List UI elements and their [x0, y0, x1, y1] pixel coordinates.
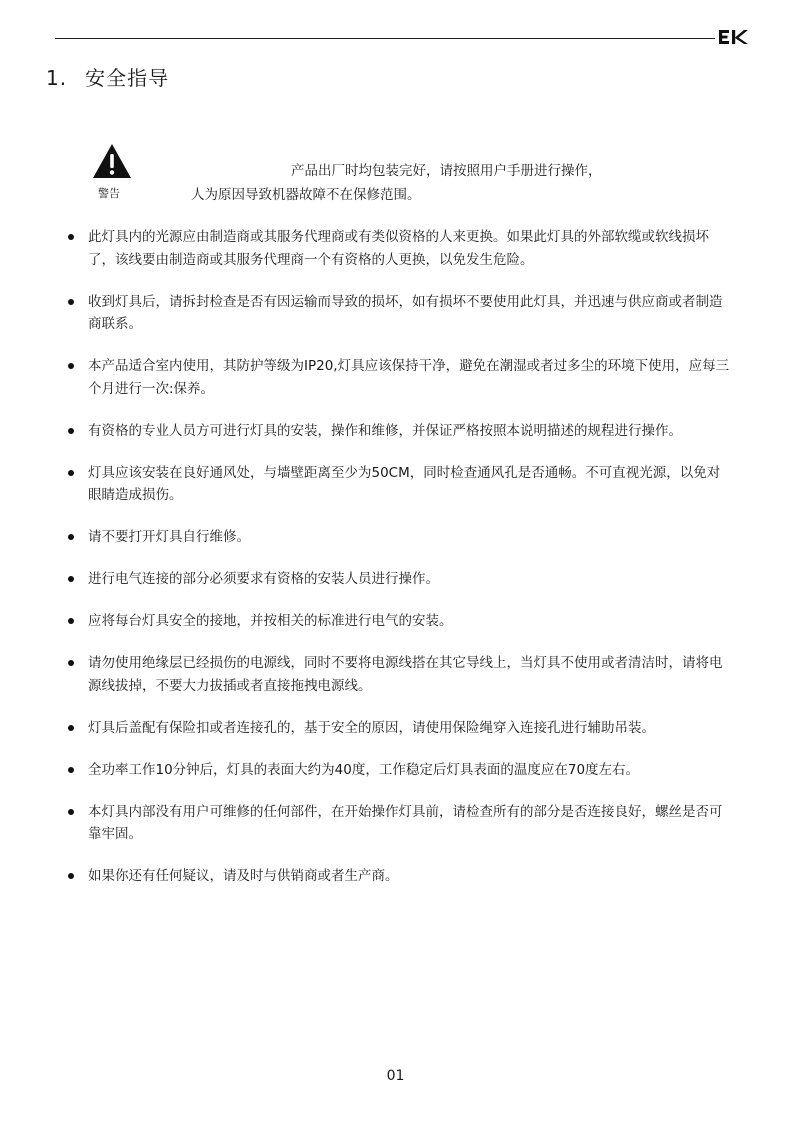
page-number: 01	[386, 1068, 405, 1084]
list-item	[66, 801, 732, 846]
section-title-text: 安全指导	[85, 66, 170, 90]
bullet-icon	[68, 534, 74, 540]
ek-logo	[718, 27, 752, 47]
bullet-icon	[68, 618, 74, 624]
list-item-text: 全功率工作10分钟后，灯具的表面大约为40度，工作稳定后灯具表面的温度应在70度左右。	[88, 761, 640, 778]
list-item	[66, 568, 732, 591]
list-item-text: 灯具应该安装在良好通风处，与墙壁距离至少为50CM，同时检查通风孔是否通畅。不可直视光源，以免对眼睛造成损伤。	[88, 464, 721, 503]
list-item-text: 请勿使用绝缘层已经损伤的电源线，同时不要将电源线搭在其它导线上，当灯具不使用或者清洁时，请将电源线拔掉，不要大力拔插或者直接拖拽电源线。	[88, 655, 723, 694]
list-item-text: 本产品适合室内使用，其防护等级为IP20,灯具应该保持干净，避免在潮湿或者过多尘的环境下使用，应每三个月进行一次:保养。	[88, 358, 730, 397]
list-item-text: 请不要打开灯具自行维修。	[88, 529, 250, 545]
list-item-text: 进行电气连接的部分必须要求有资格的安装人员进行操作。	[88, 571, 439, 587]
list-item	[66, 355, 732, 400]
bullet-icon	[68, 660, 74, 666]
safety-instructions-list	[66, 226, 732, 907]
list-item-text: 有资格的专业人员方可进行灯具的安装，操作和维修，并保证严格按照本说明描述的规程进行操作。	[88, 422, 682, 439]
list-item	[66, 717, 732, 740]
bullet-icon	[68, 873, 74, 879]
warning-triangle-icon	[92, 143, 132, 179]
bullet-icon	[68, 428, 74, 434]
bullet-icon	[68, 470, 74, 476]
list-item	[66, 420, 732, 443]
warning-label: 警告	[98, 187, 120, 200]
list-item	[66, 865, 732, 888]
bullet-icon	[68, 725, 74, 731]
bullet-icon	[68, 809, 74, 815]
list-item	[66, 526, 732, 549]
list-item	[66, 462, 732, 507]
list-item	[66, 226, 732, 271]
bullet-icon	[68, 234, 74, 240]
warning-text-line1: 产品出厂时均包装完好，请按照用户手册进行操作，	[291, 163, 602, 179]
list-item	[66, 610, 732, 633]
bullet-icon	[68, 299, 74, 305]
list-item-text: 灯具后盖配有保险扣或者连接孔的，基于安全的原因，请使用保险绳穿入连接孔进行辅助吊装。	[88, 719, 655, 736]
list-item-text: 此灯具内的光源应由制造商或其服务代理商或有类似资格的人来更换。如果此灯具的外部软缆或软线损坏了，该线要由制造商或其服务代理商一个有资格的人更换，以免发生危险。	[88, 229, 709, 268]
list-item	[66, 291, 732, 336]
list-item	[66, 652, 732, 697]
bullet-icon	[68, 767, 74, 773]
header-rule	[55, 38, 715, 39]
list-item-text: 收到灯具后，请拆封检查是否有因运输而导致的损坏，如有损坏不要使用此灯具，并迅速与供应商或者制造商联系。	[88, 293, 723, 332]
list-item-text: 本灯具内部没有用户可维修的任何部件，在开始操作灯具前，请检查所有的部分是否连接良好，螺丝是否可靠牢固。	[88, 803, 723, 842]
section-number: 1.	[46, 66, 68, 90]
list-item	[66, 759, 732, 782]
list-item-text: 应将每台灯具安全的接地，并按相关的标准进行电气的安装。	[88, 613, 453, 629]
bullet-icon	[68, 576, 74, 582]
section-title	[46, 62, 169, 91]
list-item-text: 如果你还有任何疑议，请及时与供销商或者生产商。	[88, 868, 399, 884]
bullet-icon	[68, 363, 74, 369]
warning-text-line2: 人为原因导致机器故障不在保修范围。	[191, 187, 421, 203]
